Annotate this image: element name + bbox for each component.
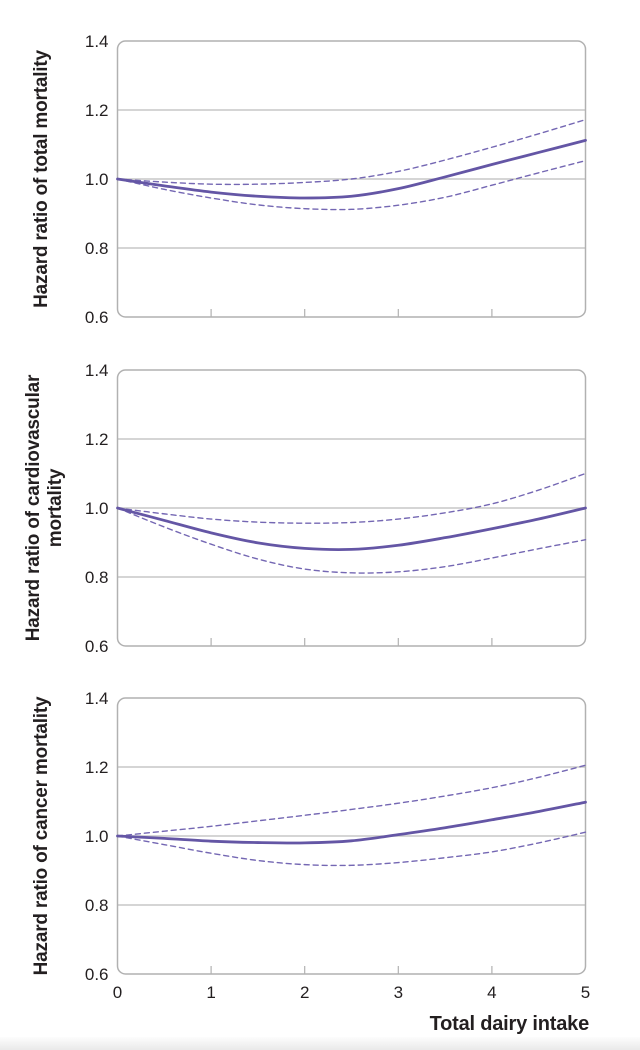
- y-tick-label: 1.0: [84, 499, 109, 518]
- y-tick-label: 1.0: [84, 170, 109, 189]
- y-tick-label: 1.2: [84, 101, 109, 120]
- hazard-ratio-curve: [118, 140, 586, 198]
- y-tick-label: 0.8: [84, 568, 109, 587]
- x-tick-label: 5: [580, 983, 591, 1002]
- x-tick-label: 1: [206, 983, 216, 1002]
- y-tick-label: 0.8: [84, 239, 109, 258]
- x-axis-title: Total dairy intake: [429, 1013, 589, 1035]
- ci-upper-curve: [118, 120, 586, 185]
- hazard-ratio-curve: [118, 508, 586, 550]
- y-tick-label: 0.6: [84, 637, 109, 656]
- x-tick-label: 2: [299, 983, 310, 1002]
- y-axis-title-line: Hazard ratio of cardiovascular: [23, 374, 44, 642]
- y-tick-label: 1.2: [84, 430, 109, 449]
- footer-strip: [0, 1037, 640, 1050]
- ci-lower-curve: [118, 161, 586, 210]
- ci-upper-curve: [118, 765, 586, 836]
- ci-upper-curve: [118, 474, 586, 524]
- y-axis-title-line: mortality: [45, 468, 66, 548]
- y-tick-label: 1.4: [84, 361, 109, 380]
- y-axis-title-line: Hazard ratio of total mortality: [31, 50, 52, 308]
- y-tick-label: 0.6: [84, 965, 109, 984]
- y-tick-label: 0.6: [84, 308, 109, 327]
- y-tick-label: 1.4: [84, 689, 109, 708]
- hazard-ratio-curve: [118, 802, 586, 843]
- ci-lower-curve: [118, 508, 586, 573]
- x-tick-label: 3: [393, 983, 404, 1002]
- y-axis-title-cardiovascular-mortality: [23, 375, 67, 641]
- x-tick-label: 4: [487, 983, 497, 1002]
- y-tick-label: 1.2: [84, 758, 109, 777]
- y-axis-title-cancer-mortality: [31, 697, 53, 976]
- y-axis-title-line: Hazard ratio of cancer mortality: [31, 696, 52, 976]
- x-tick-label: 0: [112, 983, 123, 1002]
- y-tick-label: 0.8: [84, 896, 109, 915]
- y-tick-label: 1.0: [84, 827, 109, 846]
- y-axis-title-total-mortality: [31, 50, 53, 308]
- ci-lower-curve: [118, 832, 586, 865]
- y-tick-label: 1.4: [84, 32, 109, 51]
